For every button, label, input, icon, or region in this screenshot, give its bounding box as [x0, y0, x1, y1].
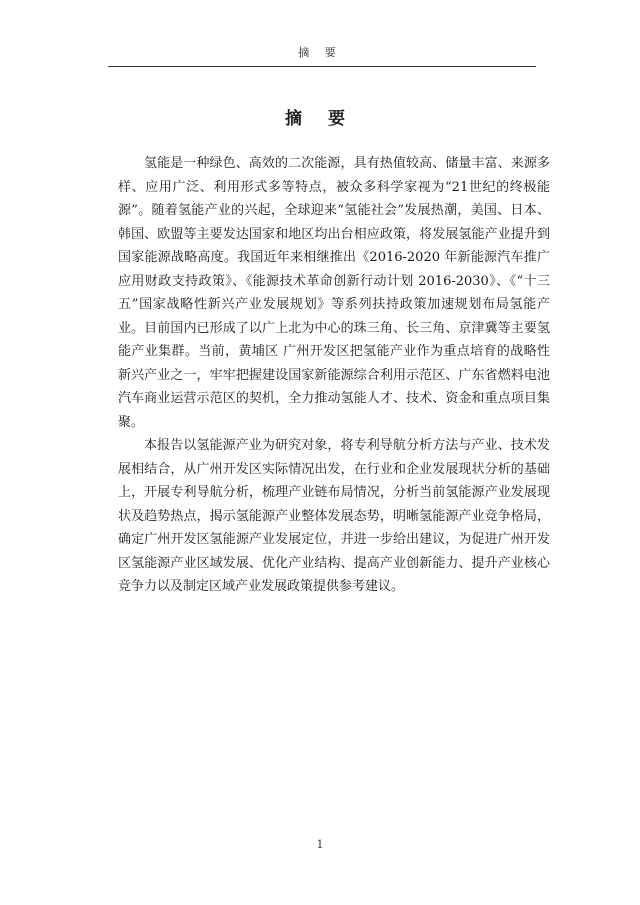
paragraph: 本报告以氢能源产业为研究对象，将专利导航分析方法与产业、技术发展相结合，从广州开发区实际情况出发，在行业和企业发展现状分析的基础上，开展专利导航分析，梳理产业链布局情况，分析当前氢能源产业发展现状及趋势热点，揭示氢能源产业整体发展态势，明晰氢能源产业竞争格局，确定广州开发区氢能源产业发展定位，并进一步给出建议，为促进广州开发区氢能源产业区域发展、优化产业结构、提高产业创新能力、提升产业核心竞争力以及制定区域产业发展政策提供参考建议。 — [118, 438, 550, 594]
running-header: 摘 要 — [298, 46, 342, 59]
page-title: 摘 要 — [285, 109, 355, 129]
paragraph: 氢能是一种绿色、高效的二次能源，具有热值较高、储量丰富、来源多样、应用广泛、利用形式多等特点，被众多科学家视为“21世纪的终极能源”。随着氢能产业的兴起，全球迎来“氢能社会”发展热潮，美国、日本、韩国、欧盟等主要发达国家和地区均出台相应政策，将发展氢能产业提升到国家能源战略高度。我国近年来相继推出《2016-2020 年新能源汽车推广应用财政支持政策》、《能源技术革命创新行动计划 2016-2030》、《“十三五”国家战略性新兴产业发展规划》等系列扶持政策加速规划布局氢能产业。目前国内已形成了以广上北为中心的珠三角、长三角、京津冀等主要氢能产业集群。当前，黄埔区 广州开发区把氢能产业作为重点培育的战略性新兴产业之一，牢牢把握建设国家新能源综合利用示范区、广东省燃料电池汽车商业运营示范区的契机，全力推动氢能人才、技术、资金和重点项目集聚。 — [118, 156, 550, 430]
header-rule — [108, 66, 536, 67]
page-number: 1 — [316, 838, 324, 851]
abstract-body — [118, 152, 550, 599]
